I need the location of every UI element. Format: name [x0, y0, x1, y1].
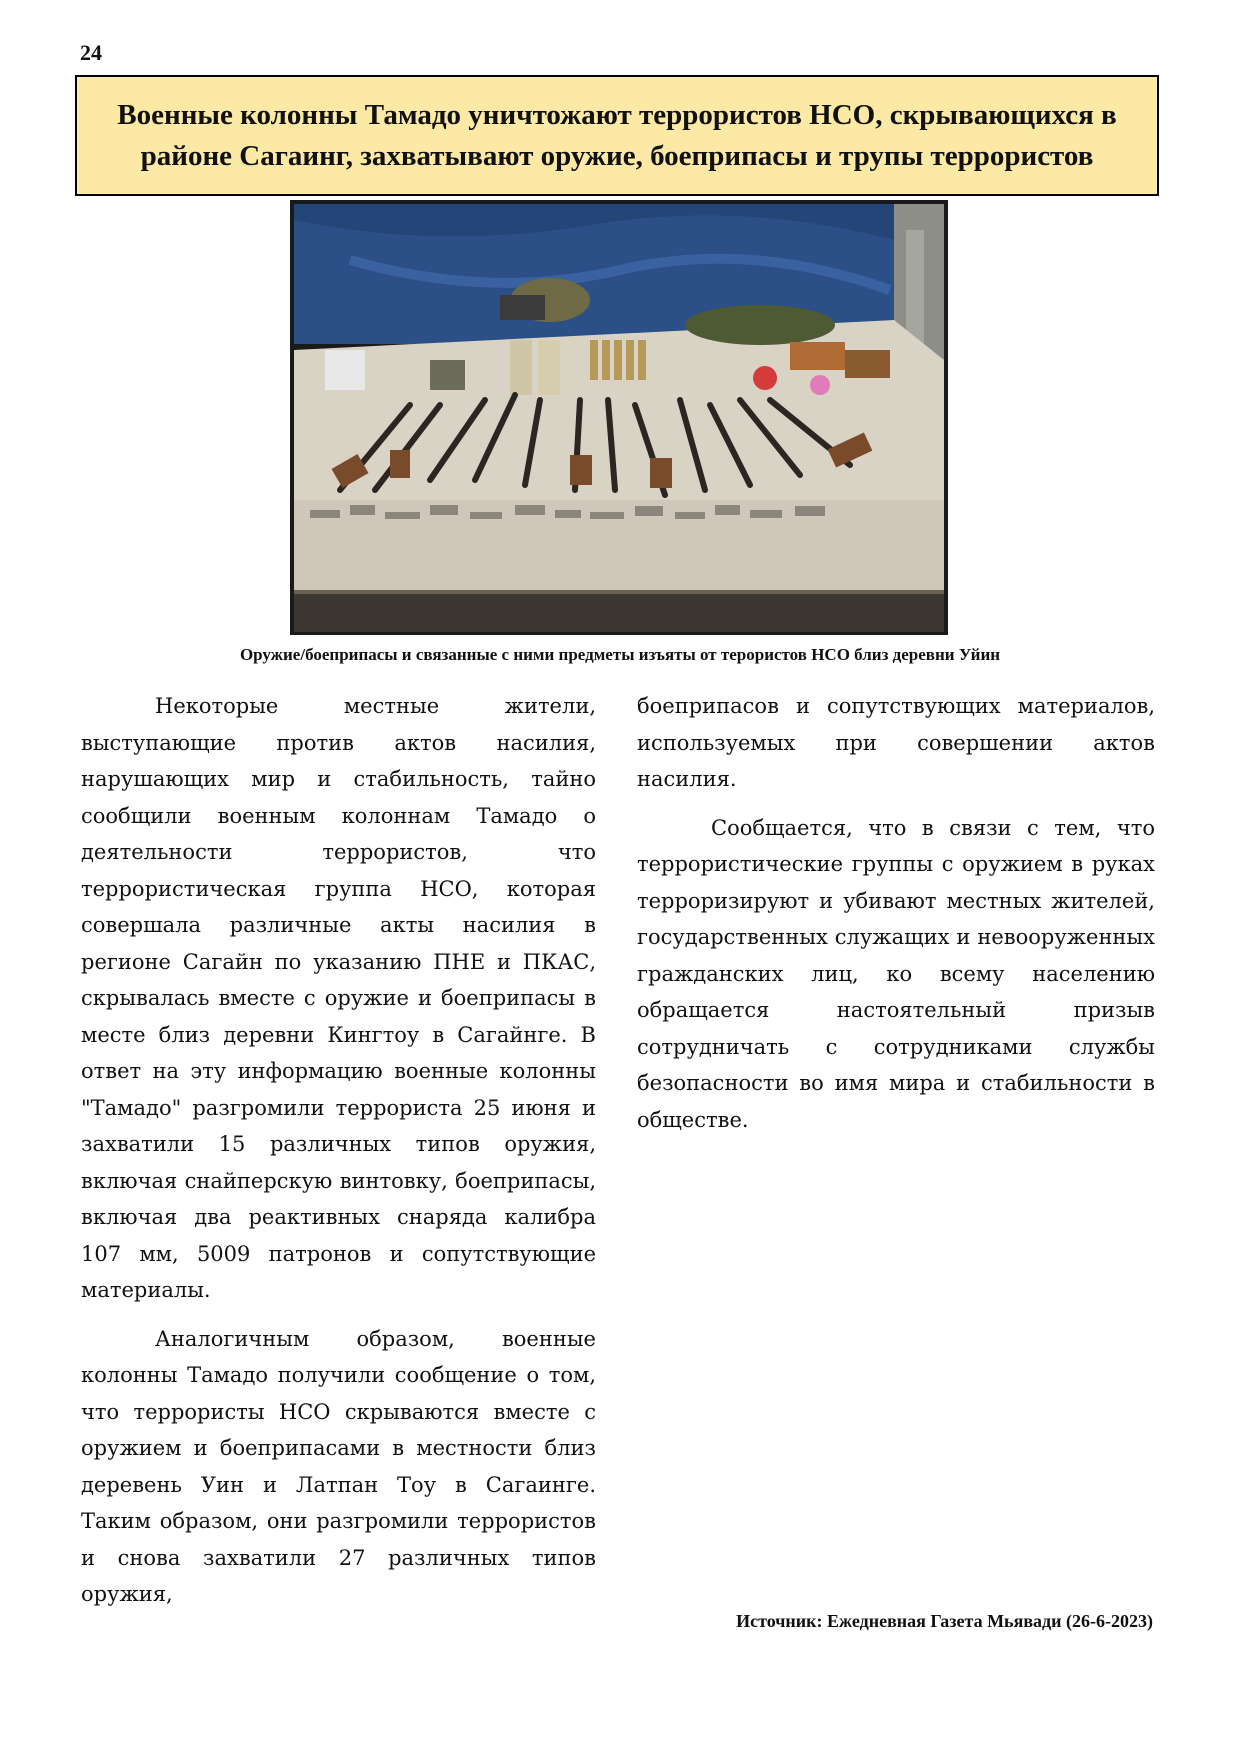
seized-weapons-photo [290, 200, 948, 635]
photo-caption: Оружие/боеприпасы и связанные с ними предметы изъяты от терористов НСО близ деревни Уйин [239, 645, 1001, 664]
headline: Военные колонны Тамадо уничтожают террористов НСО, скрывающихся в районе Сагаинг, захватывают оружие, боеприпасы и трупы террористов [117, 98, 1117, 172]
page-number: 24 [80, 40, 102, 65]
article-right-column [637, 688, 1155, 1150]
article-paragraph: Некоторые местные жители, выступающие против актов насилия, нарушающих мир и стабильность, тайно сообщили военным колоннам Тамадо о деятельности террористов, что террористическая группа НСО, которая совершала различные акты насилия в регионе Сагайн по указанию ПНЕ и ПКАС, скрывалась вместе с оружие и боеприпасы в месте близ деревни Кингтоу в Сагайнге. В ответ на эту информацию военные колонны "Тамадо" разгромили террориста 25 июня и захватили 15 различных типов оружия, включая снайперскую винтовку, боеприпасы, включая два реактивных снаряда калибра 107 мм, 5009 патронов и сопутствующие материалы. [81, 694, 596, 1302]
article-left-column [81, 688, 596, 1625]
source-credit: Источник: Ежедневная Газета Мьявади (26-6-2023) [736, 1611, 1153, 1631]
article-paragraph: Аналогичным образом, военные колонны Тамадо получили сообщение о том, что террористы НСО скрываются вместе с оружием и боеприпасами в местности близ деревень Уин и Латпан Тоу в Сагаинге. Таким образом, они разгромили террористов и снова захватили 27 различных типов оружия, [81, 1326, 596, 1606]
headline-box [75, 75, 1159, 196]
article-paragraph-continued: боеприпасов и сопутствующих материалов, используемых при совершении актов насилия. [637, 694, 1155, 791]
article-paragraph: Сообщается, что в связи с тем, что террористические группы с оружием в руках терроризируют и убивают местных жителей, государственных служащих и невооруженных гражданских лиц, ко всему населению обращается настоятельный призыв сотрудничать с сотрудниками службы безопасности во имя мира и стабильности в обществе. [637, 815, 1155, 1132]
